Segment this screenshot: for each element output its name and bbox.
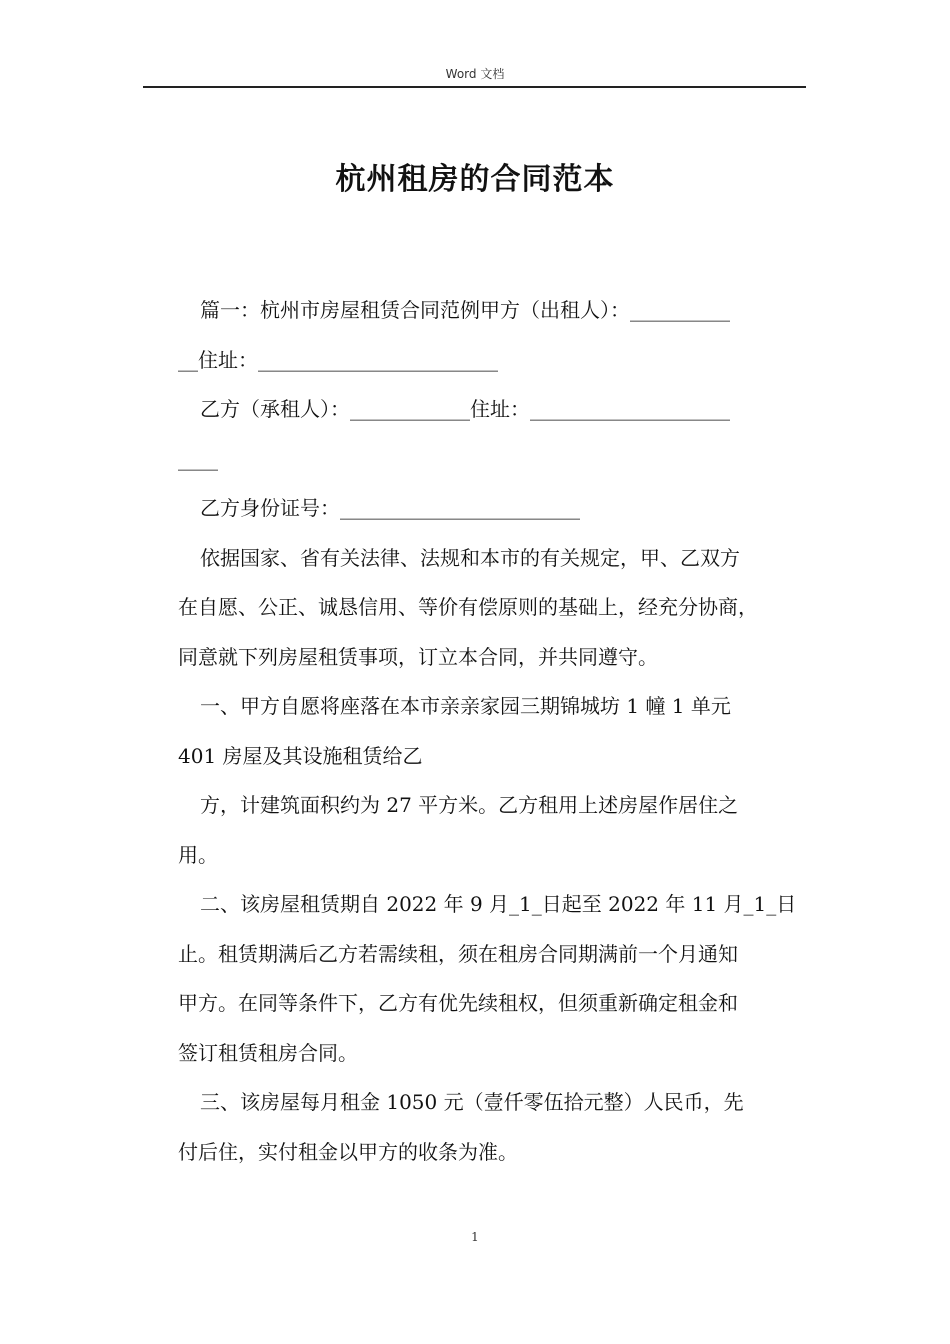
body-line: 乙方（承租人）：____________住址：____________________ <box>200 397 730 421</box>
body-line: 付后住，实付租金以甲方的收条为准。 <box>178 1139 518 1164</box>
body-line: 签订租赁租房合同。 <box>178 1040 358 1065</box>
body-line: __住址：________________________ <box>178 347 498 372</box>
document-title: 杭州租房的合同范本 <box>335 162 615 197</box>
body-line: 甲方。在同等条件下，乙方有优先续租权，但须重新确定租金和 <box>178 991 738 1015</box>
page-number: 1 <box>471 1230 479 1244</box>
body-line: 篇一：杭州市房屋租赁合同范例甲方（出租人）：__________ <box>200 298 730 322</box>
page-header-label: Word 文档 <box>445 67 505 81</box>
body-line: 在自愿、公正、诚恳信用、等价有偿原则的基础上，经充分协商， <box>178 595 758 619</box>
body-line: 止。租赁期满后乙方若需续租，须在租房合同期满前一个月通知 <box>178 941 738 966</box>
body-line: 三、该房屋每月租金 1050 元（壹仟零伍拾元整）人民币，先 <box>200 1090 744 1114</box>
body-line: 方，计建筑面积约为 27 平方米。乙方租用上述房屋作居住之 <box>200 793 739 817</box>
body-line: 乙方身份证号：________________________ <box>200 496 580 520</box>
body-line: 401 房屋及其设施租赁给乙 <box>178 743 423 768</box>
body-line: 用。 <box>178 842 218 867</box>
body-line: 同意就下列房屋租赁事项，订立本合同，并共同遵守。 <box>178 644 658 669</box>
body-line: 一、甲方自愿将座落在本市亲亲家园三期锦城坊 1 幢 1 单元 <box>200 694 731 718</box>
body-line: 依据国家、省有关法律、法规和本市的有关规定，甲、乙双方 <box>200 545 740 570</box>
body-line: ____ <box>178 446 218 471</box>
body-line: 二、该房屋租赁期自 2022 年 9 月_1_日起至 2022 年 11 月_1_日 <box>200 892 797 916</box>
document-body <box>178 286 808 1177</box>
header-rule <box>143 86 806 88</box>
